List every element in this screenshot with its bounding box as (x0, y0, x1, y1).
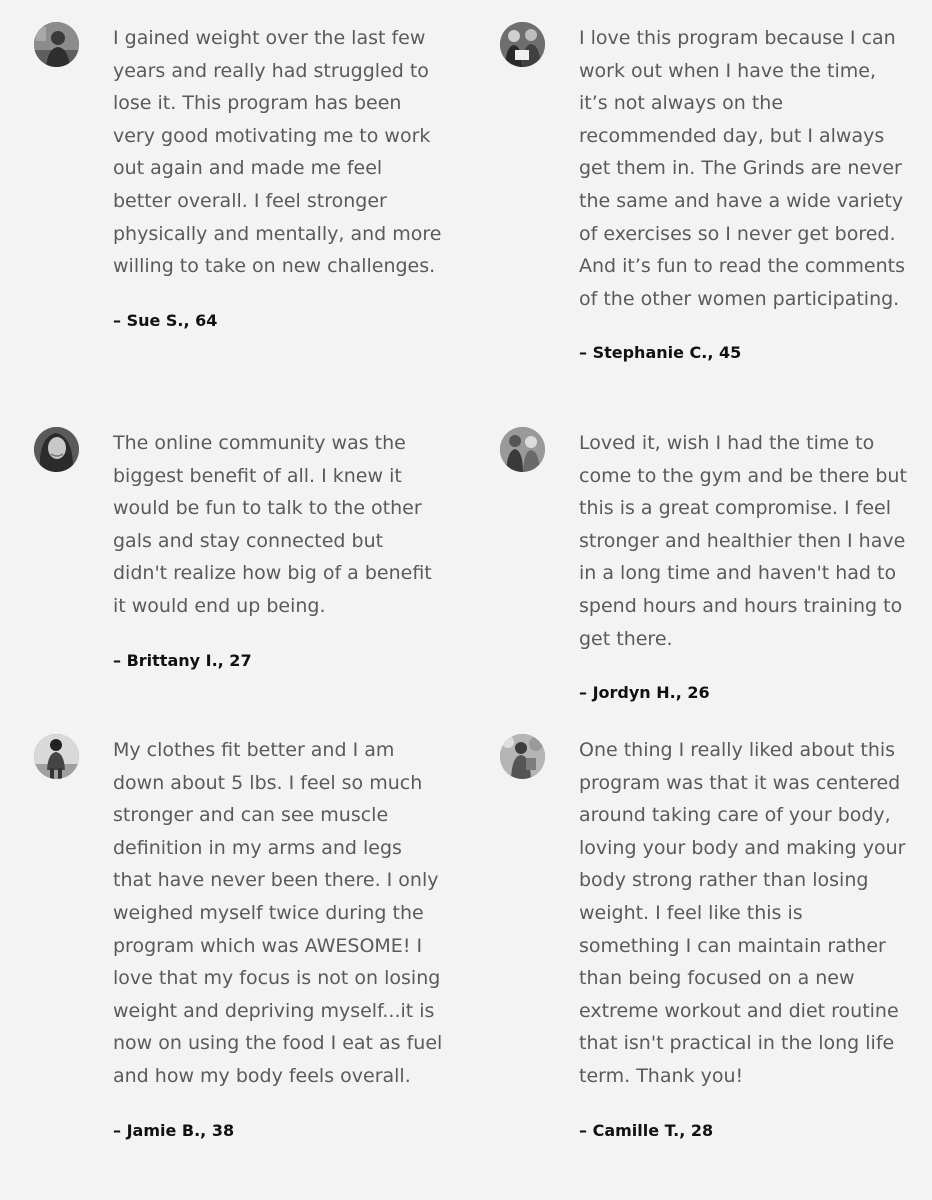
testimonial-content (113, 22, 443, 330)
person-photo-icon (34, 427, 79, 472)
testimonial-author: – Sue S., 64 (113, 310, 218, 330)
avatar (34, 734, 79, 779)
testimonial-quote: My clothes fit better and I am down about 5 lbs. I feel so much stronger and can see muscle definition in my arms and legs that have never been there. I only weighed myself twice during the program which was AWESOME! I love that my focus is not on losing weight and depriving myself...it is now on using the food I eat as fuel and how my body feels overall. (113, 739, 443, 1087)
testimonial-author: – Camille T., 28 (579, 1120, 714, 1140)
avatar (34, 427, 79, 472)
testimonial-content (113, 427, 443, 670)
testimonial-quote: I love this program because I can work out when I have the time, it’s not always on the recommended day, but I always get them in. The Grinds are never the same and have a wide variety of exercises so I never get bored. And it’s fun to read the comments of the other women participating. (579, 27, 905, 310)
testimonial-content (579, 22, 909, 362)
testimonial-quote: Loved it, wish I had the time to come to the gym and be there but this is a great compromise. I feel stronger and healthier then I have in a long time and haven't had to spend hours and hours training to get there. (579, 432, 907, 650)
avatar (500, 22, 545, 67)
testimonial-author: – Stephanie C., 45 (579, 343, 742, 363)
avatar (500, 734, 545, 779)
testimonial-author: – Jamie B., 38 (113, 1120, 235, 1140)
person-photo-icon (500, 22, 545, 67)
person-photo-icon (500, 427, 545, 472)
testimonial-content (579, 734, 909, 1140)
testimonial-content (113, 734, 443, 1140)
avatar (34, 22, 79, 67)
testimonial-content (579, 427, 909, 702)
person-photo-icon (500, 734, 545, 779)
testimonial-quote: The online community was the biggest benefit of all. I knew it would be fun to talk to the other gals and stay connected but didn't realize how big of a benefit it would end up being. (113, 432, 432, 617)
testimonial-quote: One thing I really liked about this program was that it was centered around taking care of your body, loving your body and making your body strong rather than losing weight. I feel like this is something I can maintain rather than being focused on a new extreme workout and diet routine that isn't practical in the long life term. Thank you! (579, 739, 906, 1087)
testimonial-author: – Jordyn H., 26 (579, 683, 710, 703)
person-photo-icon (34, 734, 79, 779)
avatar (500, 427, 545, 472)
testimonial-author: – Brittany I., 27 (113, 650, 252, 670)
person-photo-icon (34, 22, 79, 67)
testimonial-quote: I gained weight over the last few years and really had struggled to lose it. This program has been very good motivating me to work out again and made me feel better overall. I feel stronger physically and mentally, and more willing to take on new challenges. (113, 27, 442, 278)
